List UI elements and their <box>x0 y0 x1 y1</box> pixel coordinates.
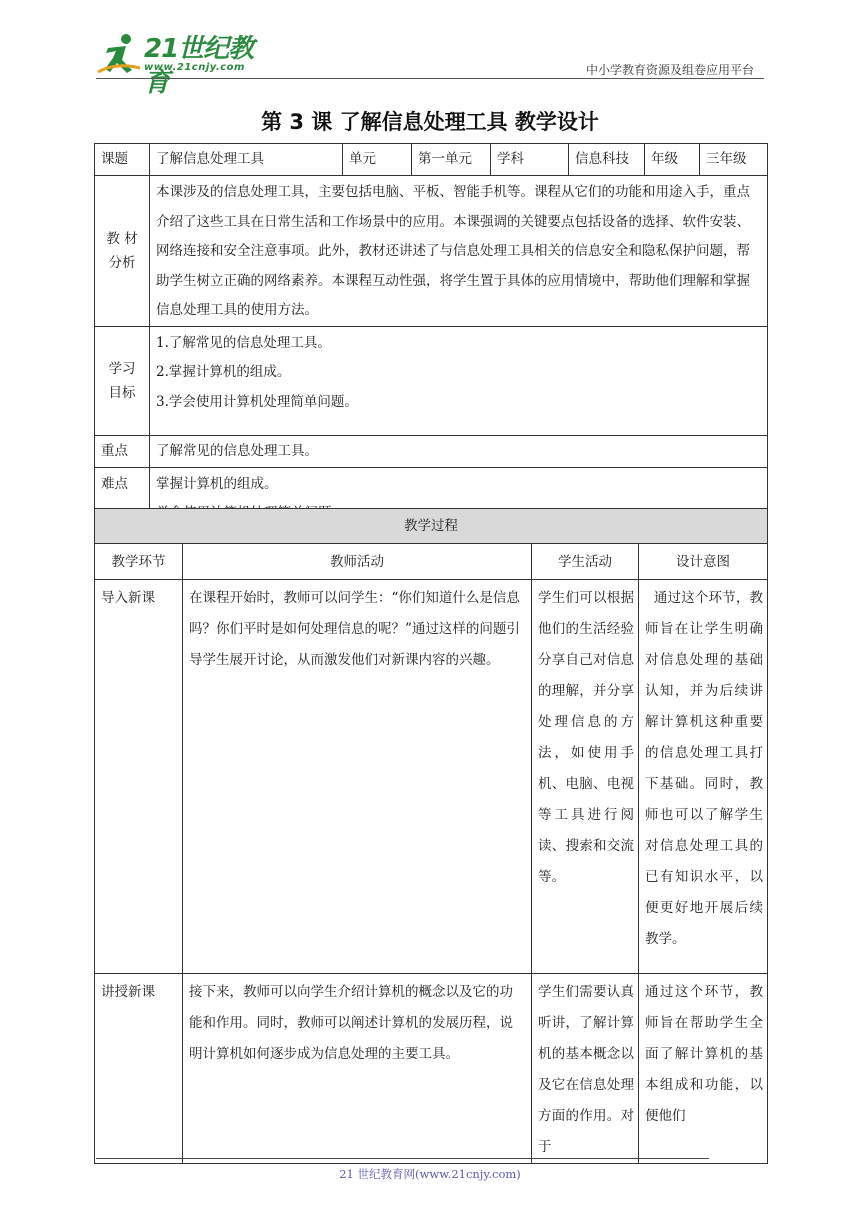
design-intent: 通过这个环节，教师旨在让学生明确对信息处理的基础认知，并为后续讲解计算机这种重要的信息处理工具打下基础。同时，教师也可以了解学生对信息处理工具的已有知识水平，以便更好地开展后续教学。 <box>639 580 768 974</box>
subject-value: 信息科技 <box>569 144 645 176</box>
column-header: 教师活动 <box>183 544 532 580</box>
grade-label: 年级 <box>645 144 700 176</box>
difficulty-item: 掌握计算机的组成。 <box>156 475 278 492</box>
stage-name: 讲授新课 <box>95 974 183 1164</box>
key-point-row <box>95 435 768 467</box>
subject-label: 学科 <box>491 144 569 176</box>
goals-row <box>95 326 768 435</box>
logo-brand-text: 21世纪教育 <box>144 34 254 98</box>
goal-item: 2.掌握计算机的组成。 <box>156 364 291 380</box>
site-logo <box>96 32 266 98</box>
analysis-label: 教 材 分析 <box>95 176 150 327</box>
platform-name: 中小学教育资源及组卷应用平台 <box>585 63 754 77</box>
difficulty-label: 难点 <box>95 467 150 529</box>
student-activity: 学生们可以根据他们的生活经验分享自己对信息的理解，并分享处理信息的方法，如使用手机、电脑、电视等工具进行阅读、搜索和交流等。 <box>532 580 639 974</box>
column-header: 设计意图 <box>639 544 768 580</box>
process-heading-row <box>95 509 768 544</box>
column-header-row <box>95 544 768 580</box>
goal-item: 1.了解常见的信息处理工具。 <box>156 334 331 351</box>
footer-link[interactable]: 21 世纪教育网(www.21cnjy.com) <box>339 1167 521 1181</box>
student-activity: 学生们需要认真听讲，了解计算机的基本概念以及它在信息处理方面的作用。对于 <box>532 974 639 1164</box>
goals-list <box>150 326 768 435</box>
key-point-label: 重点 <box>95 435 150 467</box>
column-header: 学生活动 <box>532 544 639 580</box>
teacher-activity: 接下来，教师可以向学生介绍计算机的概念以及它的功能和作用。同时，教师可以阐述计算机的发展历程，说明计算机如何逐步成为信息处理的主要工具。 <box>183 974 532 1164</box>
runner-icon <box>96 32 142 76</box>
topic-value: 了解信息处理工具 <box>150 144 343 176</box>
goals-label: 学习 目标 <box>95 326 150 435</box>
process-row <box>95 580 768 974</box>
key-point-text: 了解常见的信息处理工具。 <box>150 435 768 467</box>
unit-label: 单元 <box>343 144 412 176</box>
unit-value: 第一单元 <box>412 144 491 176</box>
logo-url-text: www.21cnjy.com <box>144 62 245 73</box>
teaching-process-table <box>94 508 768 1164</box>
lesson-info-table <box>94 143 768 530</box>
process-row <box>95 974 768 1164</box>
teacher-activity: 在课程开始时，教师可以问学生：“你们知道什么是信息吗？你们平时是如何处理信息的呢？”通过这样的问题引导学生展开讨论，从而激发他们对新课内容的兴趣。 <box>183 580 532 974</box>
stage-name: 导入新课 <box>95 580 183 974</box>
design-intent: 通过这个环节，教师旨在帮助学生全面了解计算机的基本组成和功能，以便他们 <box>639 974 768 1164</box>
process-heading: 教学过程 <box>95 509 768 544</box>
info-row <box>95 144 768 176</box>
analysis-text: 本课涉及的信息处理工具，主要包括电脑、平板、智能手机等。课程从它们的功能和用途入手，重点介绍了这些工具在日常生活和工作场景中的应用。本课强调的关键要点包括设备的选择、软件安装、网络连接和安全注意事项。此外，教材还讲述了与信息处理工具相关的信息安全和隐私保护问题，帮助学生树立正确的网络素养。本课程互动性强，将学生置于具体的应用情境中，帮助他们理解和掌握信息处理工具的使用方法。 <box>150 176 768 327</box>
goal-item: 3.学会使用计算机处理简单问题。 <box>156 393 358 410</box>
footer-divider <box>96 1158 709 1159</box>
topic-label: 课题 <box>95 144 150 176</box>
header-divider <box>96 78 764 79</box>
analysis-row <box>95 176 768 327</box>
column-header: 教学环节 <box>95 544 183 580</box>
grade-value: 三年级 <box>700 144 768 176</box>
document-title: 第 3 课 了解信息处理工具 教学设计 <box>261 110 599 134</box>
